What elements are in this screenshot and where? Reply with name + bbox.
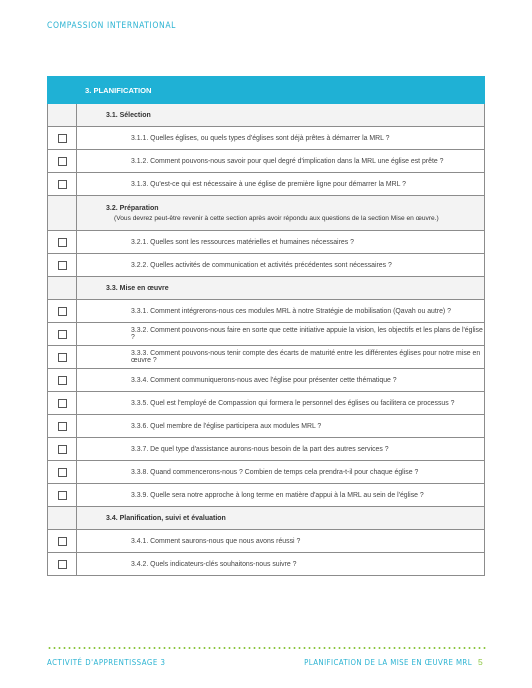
- question-row: [48, 231, 485, 254]
- section-blank-cell: [48, 277, 77, 300]
- question-checkbox[interactable]: [58, 468, 67, 477]
- footer-activity-label: ACTIVITÉ D'APPRENTISSAGE 3: [47, 658, 166, 667]
- section-title: 3.3. Mise en œuvre: [106, 284, 169, 292]
- section-blank-cell: [48, 196, 77, 231]
- section-cell: [77, 277, 485, 300]
- question-text: 3.1.1. Quelles églises, ou quels types d'églises sont déjà prêtes à démarrer la MRL ?: [77, 127, 485, 150]
- section-blank-cell: [48, 104, 77, 127]
- question-text: 3.4.1. Comment saurons-nous que nous avons réussi ?: [77, 530, 485, 553]
- question-row: [48, 150, 485, 173]
- question-row: [48, 484, 485, 507]
- question-text: 3.3.5. Quel est l'employé de Compassion qui formera le personnel des églises ou facilitera ce processus ?: [77, 392, 485, 415]
- section-row: [48, 507, 485, 530]
- question-row: [48, 127, 485, 150]
- question-row: [48, 369, 485, 392]
- checkbox-cell: [48, 392, 77, 415]
- question-checkbox[interactable]: [58, 307, 67, 316]
- question-row: [48, 346, 485, 369]
- question-checkbox[interactable]: [58, 134, 67, 143]
- table-header-row: [48, 77, 485, 104]
- question-row: [48, 254, 485, 277]
- checkbox-cell: [48, 254, 77, 277]
- question-text: 3.3.4. Comment communiquerons-nous avec l'église pour présenter cette thématique ?: [77, 369, 485, 392]
- question-text: 3.1.2. Comment pouvons-nous savoir pour quel degré d'implication dans la MRL une église est prête ?: [77, 150, 485, 173]
- question-checkbox[interactable]: [58, 537, 67, 546]
- question-row: [48, 415, 485, 438]
- question-text: 3.4.2. Quels indicateurs-clés souhaitons-nous suivre ?: [77, 553, 485, 576]
- question-checkbox[interactable]: [58, 376, 67, 385]
- section-row: [48, 196, 485, 231]
- question-text: 3.3.7. De quel type d'assistance aurons-nous besoin de la part des autres services ?: [77, 438, 485, 461]
- question-text: 3.3.1. Comment intégrerons-nous ces modules MRL à notre Stratégie de mobilisation (Qavah ou autre) ?: [77, 300, 485, 323]
- planning-checklist-table: [47, 76, 485, 576]
- table-title: 3. PLANIFICATION: [48, 77, 485, 104]
- question-checkbox[interactable]: [58, 422, 67, 431]
- checkbox-cell: [48, 553, 77, 576]
- section-cell: [77, 104, 485, 127]
- question-checkbox[interactable]: [58, 445, 67, 454]
- section-blank-cell: [48, 507, 77, 530]
- section-cell: [77, 196, 485, 231]
- footer-divider: [47, 647, 487, 649]
- question-row: [48, 461, 485, 484]
- question-checkbox[interactable]: [58, 157, 67, 166]
- checkbox-cell: [48, 346, 77, 369]
- section-title: 3.4. Planification, suivi et évaluation: [106, 514, 226, 522]
- question-text: 3.2.1. Quelles sont les ressources matérielles et humaines nécessaires ?: [77, 231, 485, 254]
- checkbox-cell: [48, 369, 77, 392]
- checkbox-cell: [48, 173, 77, 196]
- question-text: 3.3.2. Comment pouvons-nous faire en sorte que cette initiative appuie la vision, les objectifs et les plans de l'église ?: [77, 323, 485, 346]
- question-text: 3.3.6. Quel membre de l'église participera aux modules MRL ?: [77, 415, 485, 438]
- question-text: 3.3.3. Comment pouvons-nous tenir compte des écarts de maturité entre les différentes églises pour notre mise en œuvre ?: [77, 346, 485, 369]
- checkbox-cell: [48, 461, 77, 484]
- checkbox-cell: [48, 438, 77, 461]
- question-text: 3.2.2. Quelles activités de communication et activités précédentes sont nécessaires ?: [77, 254, 485, 277]
- question-row: [48, 438, 485, 461]
- question-checkbox[interactable]: [58, 180, 67, 189]
- question-checkbox[interactable]: [58, 261, 67, 270]
- checkbox-cell: [48, 127, 77, 150]
- question-text: 3.1.3. Qu'est-ce qui est nécessaire à une église de première ligne pour démarrer la MRL ?: [77, 173, 485, 196]
- checkbox-cell: [48, 150, 77, 173]
- section-row: [48, 104, 485, 127]
- section-note: (Vous devrez peut-être revenir à cette section après avoir répondu aux questions de la section Mise en œuvre.): [114, 214, 439, 222]
- checkbox-cell: [48, 300, 77, 323]
- question-checkbox[interactable]: [58, 353, 67, 362]
- question-row: [48, 392, 485, 415]
- footer-title: PLANIFICATION DE LA MISE EN ŒUVRE MRL: [304, 658, 472, 667]
- question-checkbox[interactable]: [58, 399, 67, 408]
- checkbox-cell: [48, 530, 77, 553]
- section-cell: [77, 507, 485, 530]
- checkbox-cell: [48, 231, 77, 254]
- question-row: [48, 173, 485, 196]
- brand-header: COMPASSION INTERNATIONAL: [47, 21, 177, 31]
- section-row: [48, 277, 485, 300]
- question-row: [48, 553, 485, 576]
- checkbox-cell: [48, 484, 77, 507]
- question-row: [48, 530, 485, 553]
- question-row: [48, 323, 485, 346]
- question-checkbox[interactable]: [58, 560, 67, 569]
- page-number: 5: [478, 657, 483, 667]
- question-checkbox[interactable]: [58, 238, 67, 247]
- question-checkbox[interactable]: [58, 491, 67, 500]
- question-text: 3.3.9. Quelle sera notre approche à long terme en matière d'appui à la MRL au sein de l'église ?: [77, 484, 485, 507]
- checkbox-cell: [48, 323, 77, 346]
- question-text: 3.3.8. Quand commencerons-nous ? Combien de temps cela prendra-t-il pour chaque église ?: [77, 461, 485, 484]
- section-title: 3.1. Sélection: [106, 111, 151, 119]
- checkbox-cell: [48, 415, 77, 438]
- question-checkbox[interactable]: [58, 330, 67, 339]
- question-row: [48, 300, 485, 323]
- section-title: 3.2. Préparation: [106, 204, 159, 212]
